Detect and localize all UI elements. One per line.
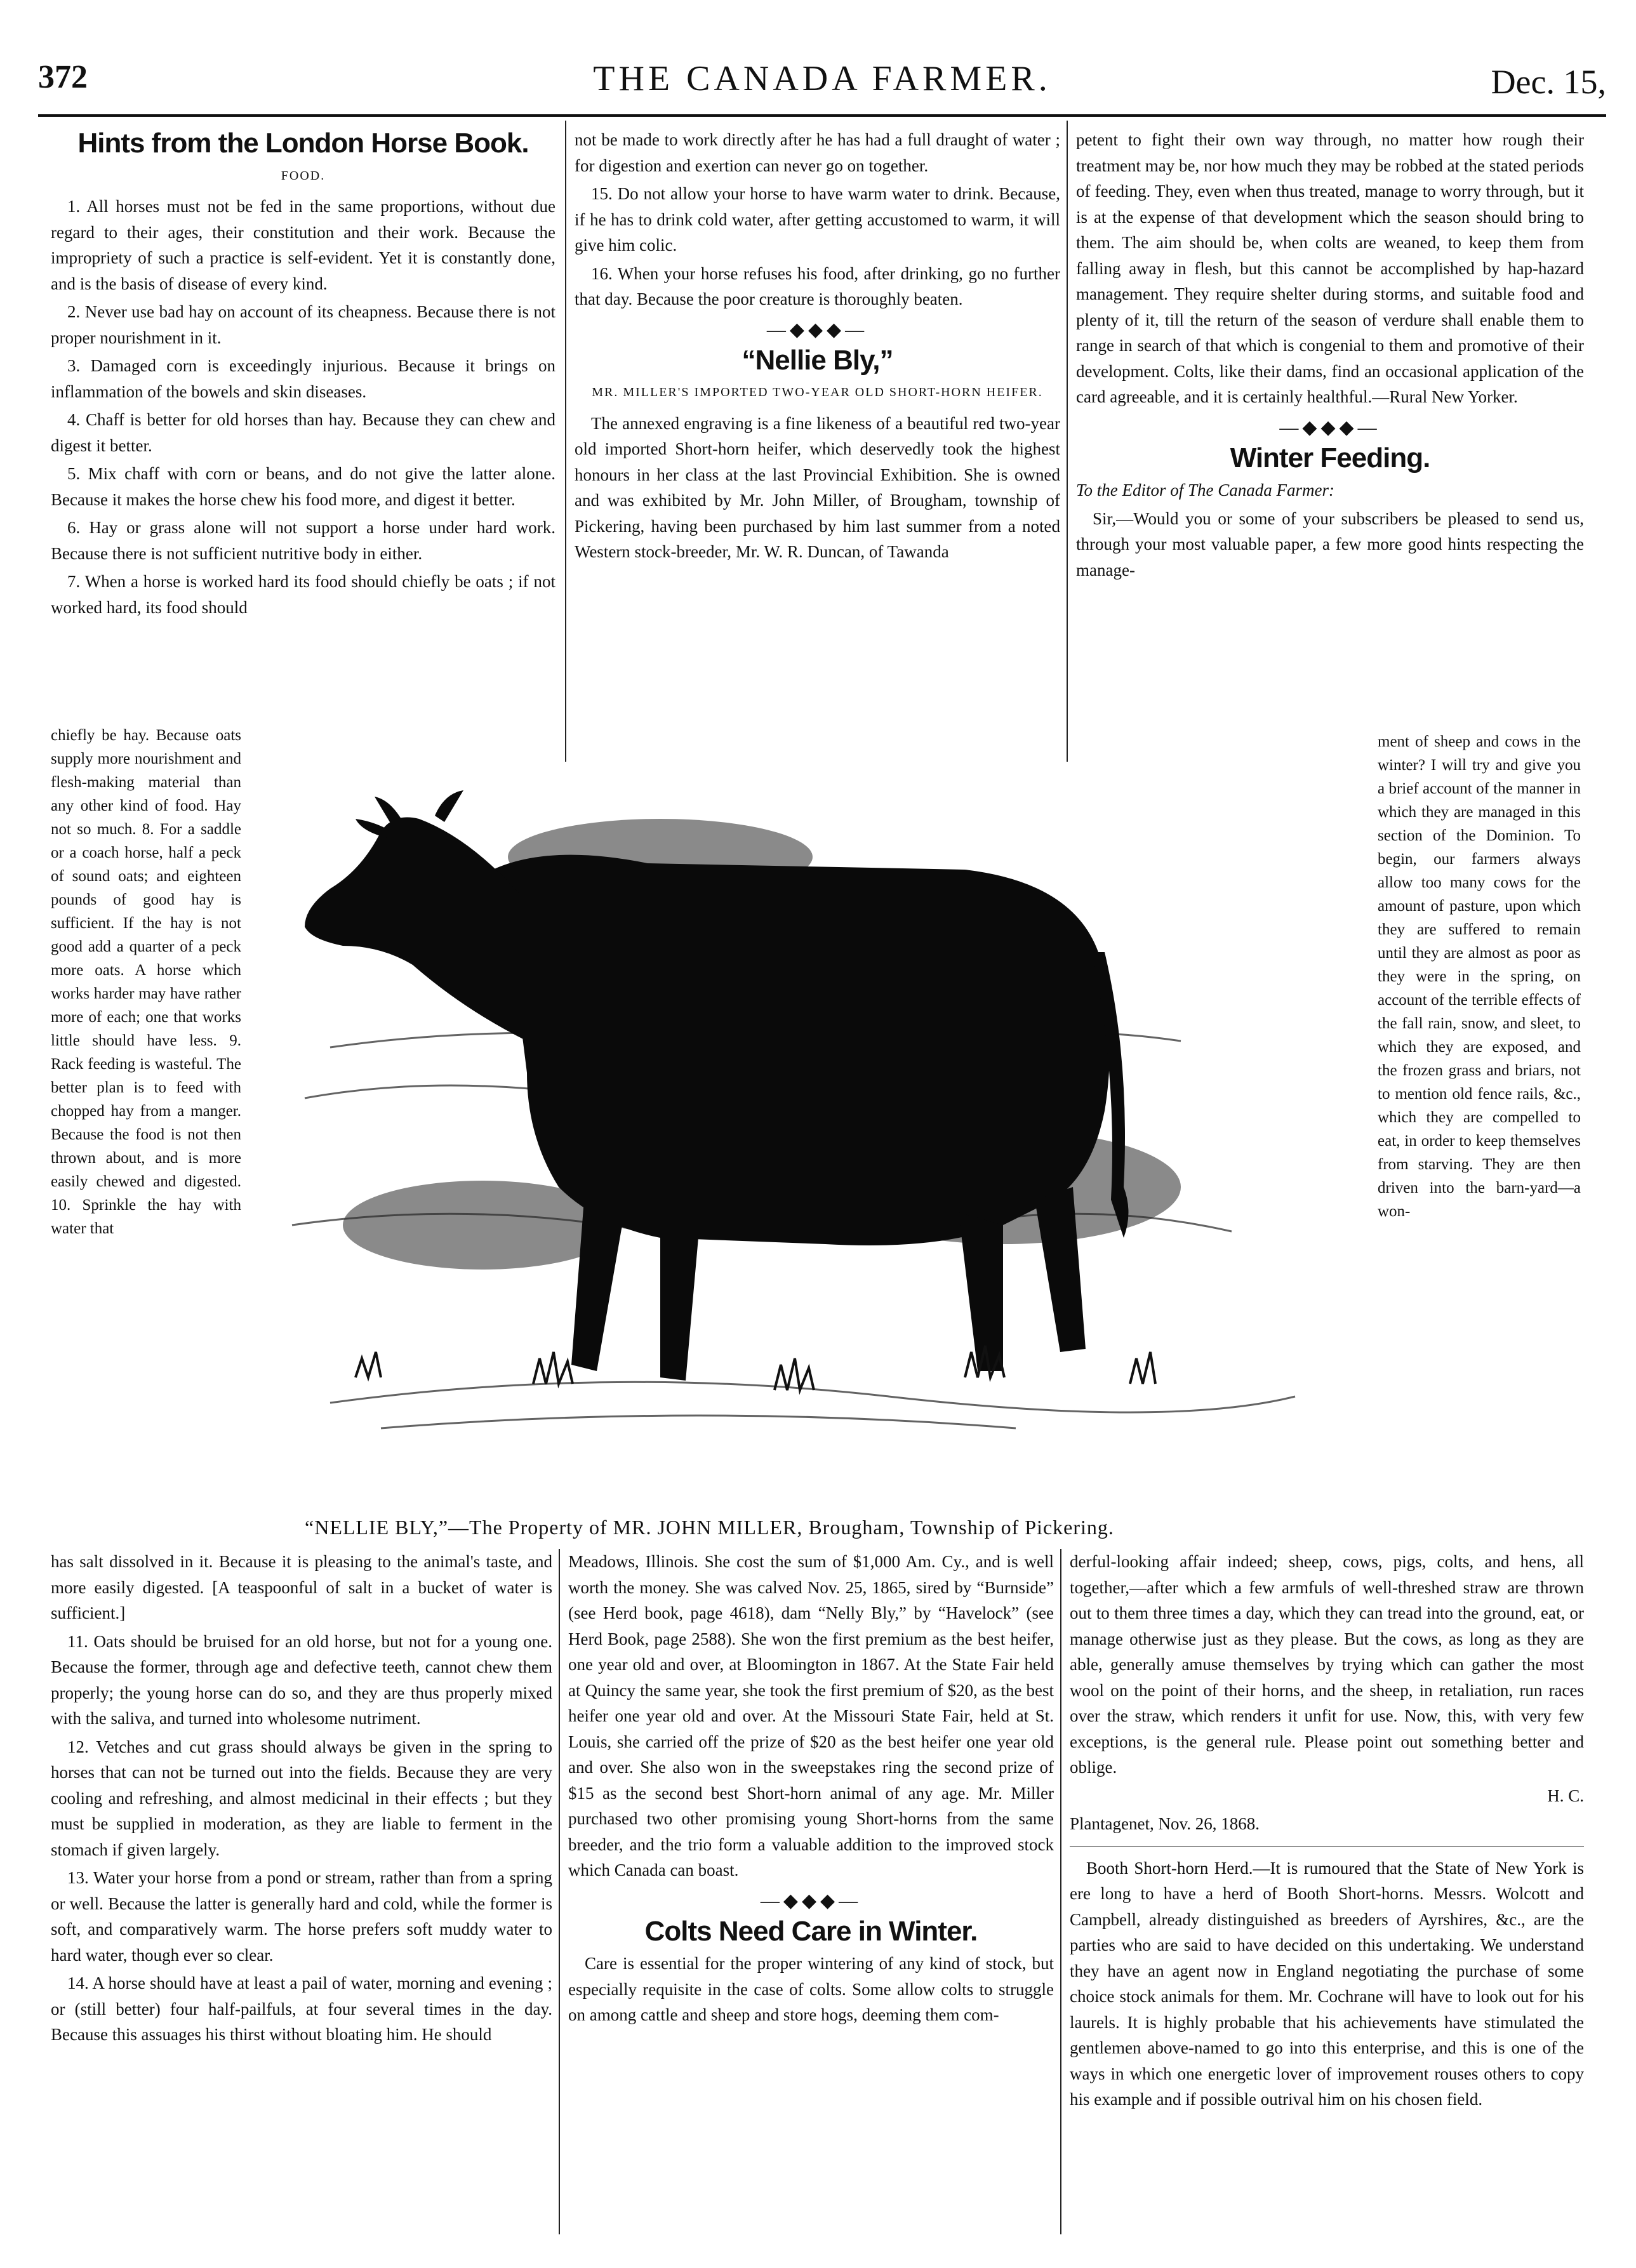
page-header [38,58,1606,109]
article-subtitle: MR. MILLER'S IMPORTED TWO-YEAR OLD SHORT-HORN HEIFER. [592,385,1043,399]
paragraph: 6. Hay or grass alone will not support a horse under hard work. Because there is not sufficient nutritive body in either. [51,518,555,563]
section-ornament: —◆◆◆— [766,319,868,340]
paragraph: has salt dissolved in it. Because it is pleasing to the animal's taste, and more easily digested. [A teaspoonful of salt in a bucket of water is sufficient.] [51,1552,552,1622]
section-ornament: —◆◆◆— [760,1890,862,1911]
winter-feeding-wrap-text [1378,730,1581,1223]
header-rule [38,114,1606,117]
grass-tufts [356,1346,1155,1390]
paragraph: 4. Chaff is better for old horses than hay. Because they can chew and digest it better. [51,410,555,455]
horse-book-continued [51,1549,552,2050]
article-title: Hints from the London Horse Book. [77,128,529,159]
paragraph: 7. When a horse is worked hard its food should chiefly be oats ; if not worked hard, its food should [51,572,555,617]
section-ornament: —◆◆◆— [1279,416,1381,438]
page-number: 372 [38,59,88,95]
column-divider [1067,121,1068,762]
paragraph: 3. Damaged corn is exceedingly injurious. Because it brings on inflammation of the bowels and skin diseases. [51,356,555,401]
paragraph: 15. Do not allow your horse to have warm water to drink. Because, if he has to drink cold water, after getting accustomed to warm, it will give him colic. [575,184,1060,255]
section-rule [1070,1846,1584,1847]
paragraph: 12. Vetches and cut grass should always be given in the spring to horses that can not be turned out into the fields. Because they are very cooling and refreshing, and almost medicinal in their effects ; but they must be supplied in moderation, as they are liable to ferment in the stomach if given largely. [51,1737,552,1859]
column-divider [565,121,566,762]
column-divider [1060,1549,1061,2234]
paragraph: 16. When your horse refuses his food, after drinking, go no further that day. Because the poor creature is thoroughly beaten. [575,263,1060,308]
article-colts-continued [1076,127,1584,585]
paragraph: chiefly be hay. Because oats supply more nourishment and flesh-making material than any other kind of food. Hay not so much. 8. For a saddle or a coach horse, half a peck of sound oats; and eighteen pounds of good hay is sufficient. If the hay is not good add a quarter of a peck more oats. A horse which works harder may have rather more of each; one that works little should have less. 9. Rack feeding is wasteful. The better plan is to feed with chopped hay from a manger. Because the food is not then thrown about, and is more easily chewed and digested. 10. Sprinkle the hay with water that [51,727,241,1237]
paragraph: 2. Never use bad hay on account of its cheapness. Because there is not proper nourishment in it. [51,302,555,347]
engraving-caption: “NELLIE BLY,”—The Property of MR. JOHN MILLER, Brougham, Township of Pickering. [305,1516,1114,1539]
paragraph: petent to fight their own way through, no matter how rough their treatment may be, nor how much they may be robbed at the stated periods of feeding. They, even when thus treated, manage to worry through, but it is at the expense of that development which the season should bring to them. The aim should be, when colts are weaned, to keep them from falling away in flesh, but this cannot be accomplished by hap-hazard management. They require shelter during storms, and suitable food and plenty of it, till the return of the season of verdure shall enable them to range in search of that which is congenial to them and promotive of their development. Colts, like their dams, find an occasional application of the card agreeable, and it is certainly healthful.—Rural New Yorker. [1076,130,1584,406]
heifer-engraving [254,743,1371,1511]
paragraph: Meadows, Illinois. She cost the sum of $1,000 Am. Cy., and is well worth the money. She was calved Nov. 25, 1865, sired by “Burnside” (see Herd book, page 4618), dam “Nelly Bly,” by “Havelock” (see Herd Book, page 2588). She won the first premium as the best heifer, one year old and over, at Bloomington in 1867. At the State Fair held at Quincy the same year, she took the first premium of $20, as the best heifer one year old and over. At the Missouri State Fair, held at St. Louis, she carried off the prize of $20 as the best heifer one year old and over. She also won in the sweepstakes ring the second prize of $15 as the second best Short-horn animal of any age. Mr. Miller purchased two other promising young Short-horns from the same breeder, and the trio form a valuable addition to the improved stock which Canada can boast. [568,1552,1054,1880]
article-title: Colts Need Care in Winter. [644,1915,978,1947]
paragraph: 5. Mix chaff with corn or beans, and do not give the latter alone. Because it makes the horse chew his food more, and digest it better. [51,464,555,509]
paragraph: The annexed engraving is a fine likeness of a beautiful red two-year old imported Short-horn heifer, which deservedly took the highest honours in her class at the last Provincial Exhibition. She is owned and was exhibited by Mr. John Miller, of Brougham, township of Pickering, having been purchased by him last summer from a noted Western stock-breeder, Mr. W. R. Duncan, of Tawanda [575,413,1060,561]
paragraph: ment of sheep and cows in the winter? I will try and give you a brief account of the manner in which they are managed in this section of the Dominion. To begin, our farmers always allow too many cows for the amount of pasture, upon which they are suffered to remain until they are almost as poor as they were in the spring, on account of the terrible effects of the fall rain, snow, and sleet, to which they are exposed, and the frozen grass and briars, not to mention old fence rails, &c., which they are compelled to eat, in order to keep themselves from starving. They are then driven into the barn-yard—a won- [1378,733,1581,1220]
article-nellie-bly [575,127,1060,567]
paragraph: not be made to work directly after he has had a full draught of water ; for digestion and exertion can never go on together. [575,130,1060,175]
column-divider [559,1549,560,2234]
signature-initials: H. C. [1547,1786,1584,1805]
section-subtitle: FOOD. [281,168,326,183]
paragraph: 13. Water your horse from a pond or stream, rather than from a spring or well. Because the latter is generally hard and cold, while the former is soft, and comparatively warm. The horse prefers soft muddy water to hard water, though ever so clear. [51,1868,552,1965]
paragraph: 14. A horse should have at least a pail of water, morning and evening ; or (still better) four half-pailfuls, at four several times in the day. Because this assuages his thirst without bloating him. He should [51,1973,552,2044]
paragraph: 11. Oats should be bruised for an old horse, but not for a young one. Because the former, through age and defective teeth, cannot chew them properly; the young horse can do so, and they are thus properly mixed with the saliva, and turned into wholesome nutriment. [51,1631,552,1728]
nellie-bly-continued [568,1549,1054,2031]
letter-place-date: Plantagenet, Nov. 26, 1868. [1070,1814,1260,1833]
paragraph: Booth Short-horn Herd.—It is rumoured that the State of New York is ere long to have a herd of Booth Short-horns. Messrs. Wolcott and Campbell, already distinguished as breeders of Ayrshires, &c., are the parties who are said to have decided on this undertaking. We understand they have an agent now in England negotiating the purchase of some choice stock animals for them. Mr. Cochrane will have to look out for his laurels. It is highly probable that his achievements have stimulated the gentlemen above-named to go into this enterprise, and this is one of the ways in which one energetic lover of improvement rouses others to copy his example and if possible outrival him on his chosen field. [1070,1858,1584,2109]
horse-book-wrap-text [51,724,241,1240]
article-title: Winter Feeding. [1230,442,1430,474]
paragraph: derful-looking affair indeed; sheep, cows, pigs, colts, and hens, all together,—after which a few armfuls of well-threshed straw are thrown out to them three times a day, which they can tread into the ground, eat, or manage otherwise just as they please. But the cows, as long as they are able, generally amuse themselves by trying which can gather the most wool on the point of their horns, and the sheep, in retaliation, run races over the straw, which renders it unfit for use. Now, this, with very few exceptions, is the general rule. Please point out something better and oblige. [1070,1552,1584,1777]
paragraph: Sir,—Would you or some of your subscribers be pleased to send us, through your most valuable paper, a few more good hints respecting the manage- [1076,508,1584,580]
paragraph: 1. All horses must not be fed in the same proportions, without due regard to their ages, their constitution and their work. Because the impropriety of such a practice is self-evident. Yet it is constantly done, and is the basis of disease of every kind. [51,197,555,293]
article-horse-book [51,127,555,623]
article-title: “Nellie Bly,” [742,344,893,376]
paragraph: Care is essential for the proper wintering of any kind of stock, but especially requisite in the case of colts. Some allow colts to struggle on among cattle and sheep and store hogs, deeming them com- [568,1954,1054,2024]
winter-feeding-continued [1070,1549,1584,2115]
letter-salutation: To the Editor of The Canada Farmer: [1076,481,1335,500]
issue-date: Dec. 15, [1491,63,1606,101]
masthead-title: THE CANADA FARMER. [593,59,1051,98]
